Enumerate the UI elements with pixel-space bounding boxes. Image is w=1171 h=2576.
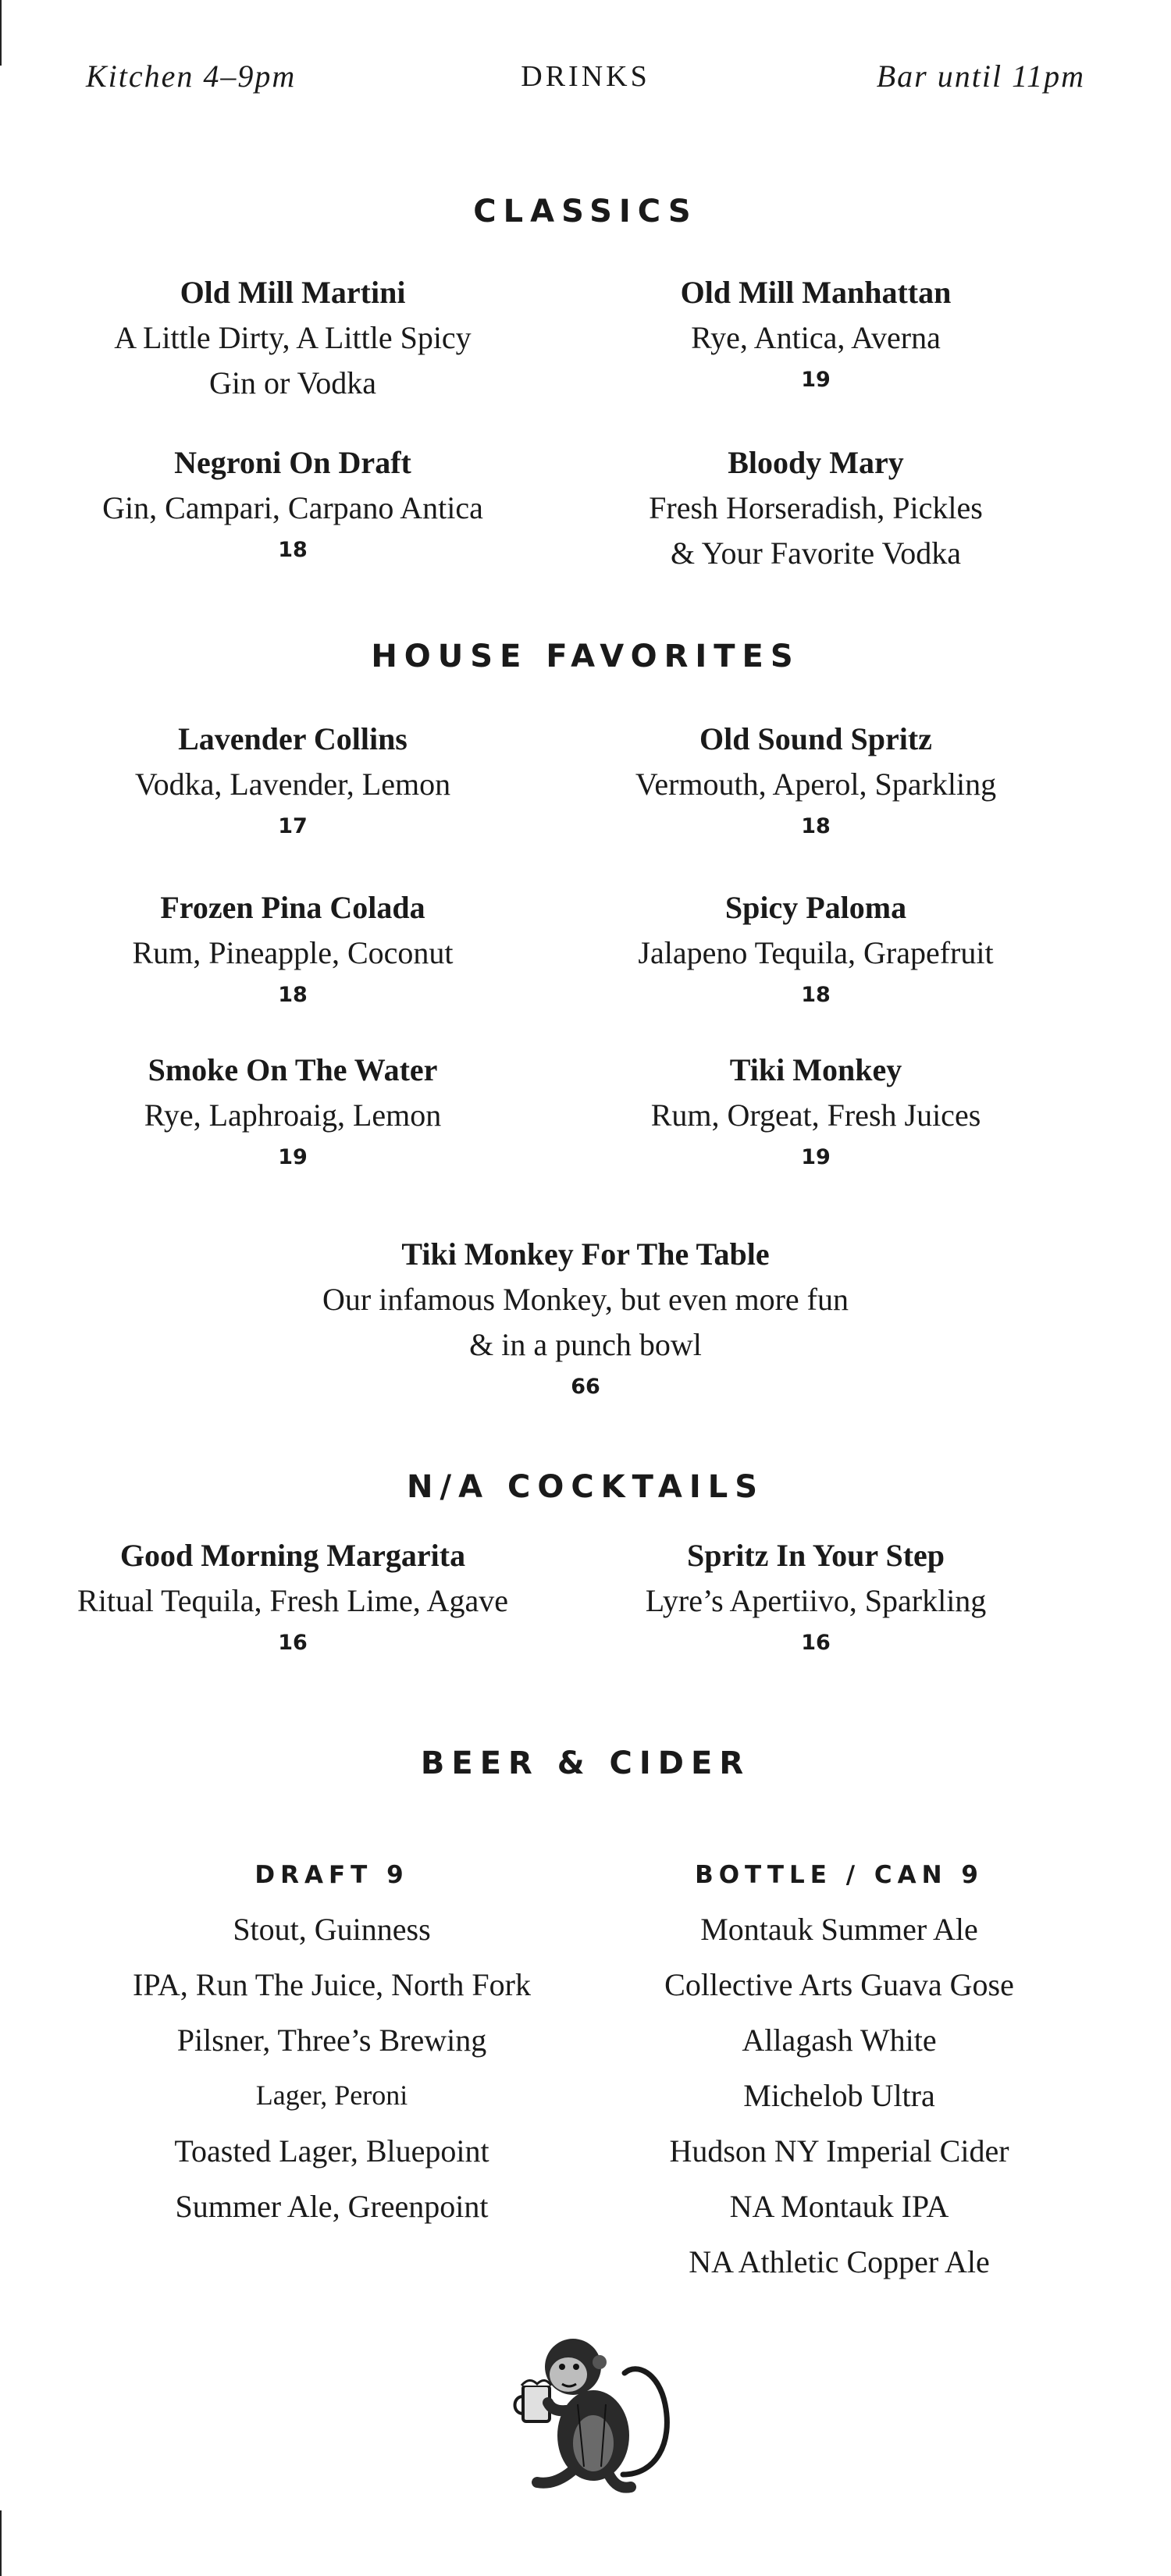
item-name: Smoke On The Water — [148, 1052, 438, 1087]
list-item: IPA, Run The Juice, North Fork — [133, 1967, 531, 2002]
item-name: Spicy Paloma — [724, 890, 907, 925]
item-name: Tiki Monkey For The Table — [401, 1236, 770, 1272]
list-item: NA Athletic Copper Ale — [689, 2244, 990, 2279]
item-name: Frozen Pina Colada — [160, 890, 425, 925]
item-name: Tiki Monkey — [729, 1052, 902, 1087]
bar-hours: Bar until 11pm — [876, 59, 1085, 94]
item-description: Rum, Pineapple, Coconut — [132, 935, 454, 970]
item-price: 18 — [278, 538, 308, 562]
draft-beer-list — [39, 1902, 625, 2234]
subsection-title-bottle-can: BOTTLE / CAN 9 — [695, 1861, 984, 1889]
kitchen-hours: Kitchen 4–9pm — [86, 59, 297, 94]
list-item: Montauk Summer Ale — [700, 1912, 978, 1947]
section-title-classics: CLASSICS — [473, 194, 698, 229]
list-item: Summer Ale, Greenpoint — [175, 2189, 489, 2224]
item-name: Spritz In Your Step — [686, 1538, 945, 1573]
menu-item-old-mill-manhattan — [523, 270, 1109, 400]
item-description: Our infamous Monkey, but even more fun — [322, 1282, 849, 1317]
menu-item-old-sound-spritz — [523, 717, 1109, 846]
item-description: Vermouth, Aperol, Sparkling — [635, 767, 997, 802]
list-item: Michelob Ultra — [743, 2078, 935, 2113]
menu-item-frozen-pina-colada — [0, 885, 586, 1015]
item-name: Old Mill Martini — [180, 275, 406, 310]
item-description: & in a punch bowl — [469, 1327, 702, 1362]
list-item: Collective Arts Guava Gose — [664, 1967, 1014, 2002]
menu-item-spritz-in-your-step — [523, 1533, 1109, 1663]
item-description: Ritual Tequila, Fresh Lime, Agave — [77, 1583, 508, 1618]
section-title-house-favorites: HOUSE FAVORITES — [371, 639, 800, 674]
menu-header — [0, 58, 1171, 97]
item-price: 17 — [278, 814, 308, 838]
menu-item-old-mill-martini — [0, 270, 586, 406]
list-item: Lager, Peroni — [255, 2080, 408, 2111]
item-price: 19 — [801, 368, 831, 392]
item-name: Old Mill Manhattan — [680, 275, 952, 310]
menu-item-tiki-monkey — [523, 1048, 1109, 1177]
menu-item-spicy-paloma — [523, 885, 1109, 1015]
item-price: 18 — [278, 983, 308, 1007]
page-title: DRINKS — [521, 60, 650, 93]
item-description: Gin or Vodka — [208, 365, 377, 400]
item-price: 18 — [801, 814, 831, 838]
menu-item-lavender-collins — [0, 717, 586, 846]
item-price: 16 — [801, 1631, 831, 1655]
list-item: Toasted Lager, Bluepoint — [174, 2133, 489, 2169]
menu-item-good-morning-margarita — [0, 1533, 586, 1663]
subsection-title-draft: DRAFT 9 — [254, 1861, 409, 1889]
section-title-beer-cider: BEER & CIDER — [420, 1745, 751, 1781]
item-description: Jalapeno Tequila, Grapefruit — [638, 935, 994, 970]
item-description: & Your Favorite Vodka — [671, 535, 961, 571]
monkey-drinking-beer-icon — [492, 2318, 679, 2506]
menu-item-smoke-on-the-water — [0, 1048, 586, 1177]
list-item: Allagash White — [742, 2023, 937, 2058]
item-description: Gin, Campari, Carpano Antica — [102, 490, 483, 525]
item-price: 16 — [278, 1631, 308, 1655]
list-item: NA Montauk IPA — [729, 2189, 949, 2224]
crop-mark-top — [0, 0, 2, 66]
item-description: A Little Dirty, A Little Spicy — [114, 320, 472, 355]
item-price: 19 — [801, 1145, 831, 1169]
item-price: 19 — [278, 1145, 308, 1169]
item-description: Rum, Orgeat, Fresh Juices — [650, 1098, 981, 1133]
item-price: 66 — [571, 1375, 600, 1399]
menu-item-negroni-on-draft — [0, 440, 586, 570]
bottle-can-list — [546, 1902, 1132, 2290]
item-price: 18 — [801, 983, 831, 1007]
section-title-na-cocktails: N/A COCKTAILS — [407, 1469, 764, 1505]
menu-item-tiki-monkey-for-the-table — [0, 1232, 1171, 1407]
list-item: Hudson NY Imperial Cider — [669, 2133, 1009, 2169]
list-item: Stout, Guinness — [233, 1912, 431, 1947]
menu-item-bloody-mary — [523, 440, 1109, 576]
item-name: Bloody Mary — [728, 445, 904, 480]
item-description: Rye, Laphroaig, Lemon — [144, 1098, 442, 1133]
item-description: Rye, Antica, Averna — [691, 320, 941, 355]
list-item: Pilsner, Three’s Brewing — [176, 2023, 487, 2058]
item-name: Old Sound Spritz — [699, 721, 932, 756]
item-description: Fresh Horseradish, Pickles — [649, 490, 983, 525]
item-description: Vodka, Lavender, Lemon — [134, 767, 451, 802]
item-name: Lavender Collins — [178, 721, 408, 756]
crop-mark-bottom — [0, 2510, 2, 2576]
item-name: Good Morning Margarita — [119, 1538, 466, 1573]
item-name: Negroni On Draft — [174, 445, 411, 480]
item-description: Lyre’s Apertiivo, Sparkling — [645, 1583, 987, 1618]
